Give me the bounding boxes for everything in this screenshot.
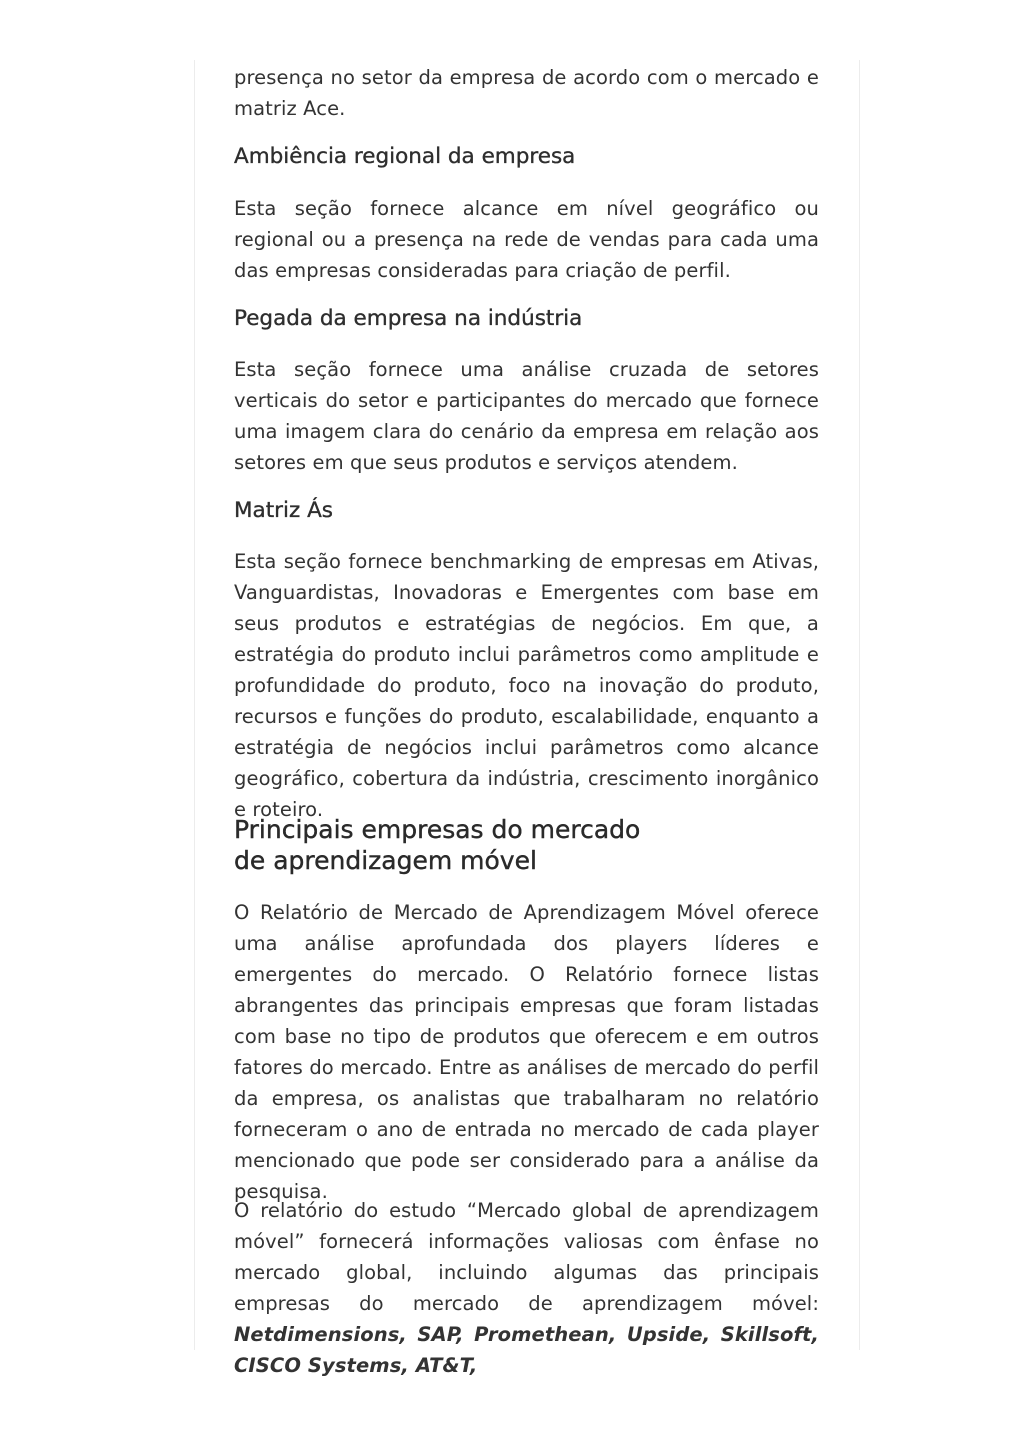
paragraph-2-lead: O relatório do estudo “Mercado global de aprendizagem móvel” fornecerá informações valiosas com ênfase no mercado global, incluindo algumas das principais empresas do mercado de aprendizagem móvel: bbox=[234, 1199, 819, 1315]
main-section-paragraph-1: O Relatório de Mercado de Aprendizagem Móvel oferece uma análise aprofundada dos players líderes e emergentes do mercado. O Relatório fornece listas abrangentes das principais empresas que foram listadas com base no tipo de produtos que oferecem e em outros fatores do mercado. Entre as análises de mercado do perfil da empresa, os analistas que trabalharam no relatório forneceram o ano de entrada no mercado de cada player mencionado que pode ser considerado para a análise da pesquisa. bbox=[234, 901, 819, 1203]
section-body-industry-footprint: Esta seção fornece uma análise cruzada de setores verticais do setor e participantes do mercado que fornece uma imagem clara do cenário da empresa em relação aos setores em que seus produtos e serviços atendem. bbox=[234, 358, 819, 474]
document-page bbox=[194, 60, 860, 1377]
intro-paragraph: presença no setor da empresa de acordo com o mercado e matriz Ace. bbox=[234, 66, 819, 120]
section-body-ace-matrix: Esta seção fornece benchmarking de empresas em Ativas, Vanguardistas, Inovadoras e Emergentes com base em seus produtos e estratégias de negócios. Em que, a estratégia do produto inclui parâmetros como amplitude e profundidade do produto, foco na inovação do produto, recursos e funções do produto, escalabilidade, enquanto a estratégia de negócios inclui parâmetros como alcance geográfico, cobertura da indústria, crescimento inorgânico e roteiro. bbox=[234, 550, 819, 821]
section-heading-regional: Ambiência regional da empresa bbox=[234, 144, 576, 169]
company-list: Netdimensions, SAP, Promethean, Upside, Skillsoft, CISCO Systems, AT&T, bbox=[234, 1323, 819, 1377]
main-section-paragraph-2 bbox=[234, 1195, 819, 1381]
main-section-heading: Principais empresas do mercado de aprendizagem móvel bbox=[234, 815, 641, 875]
section-body-regional: Esta seção fornece alcance em nível geográfico ou regional ou a presença na rede de vendas para cada uma das empresas consideradas para criação de perfil. bbox=[234, 197, 819, 282]
section-heading-ace-matrix: Matriz Ás bbox=[234, 498, 333, 523]
section-heading-industry-footprint: Pegada da empresa na indústria bbox=[234, 306, 583, 331]
